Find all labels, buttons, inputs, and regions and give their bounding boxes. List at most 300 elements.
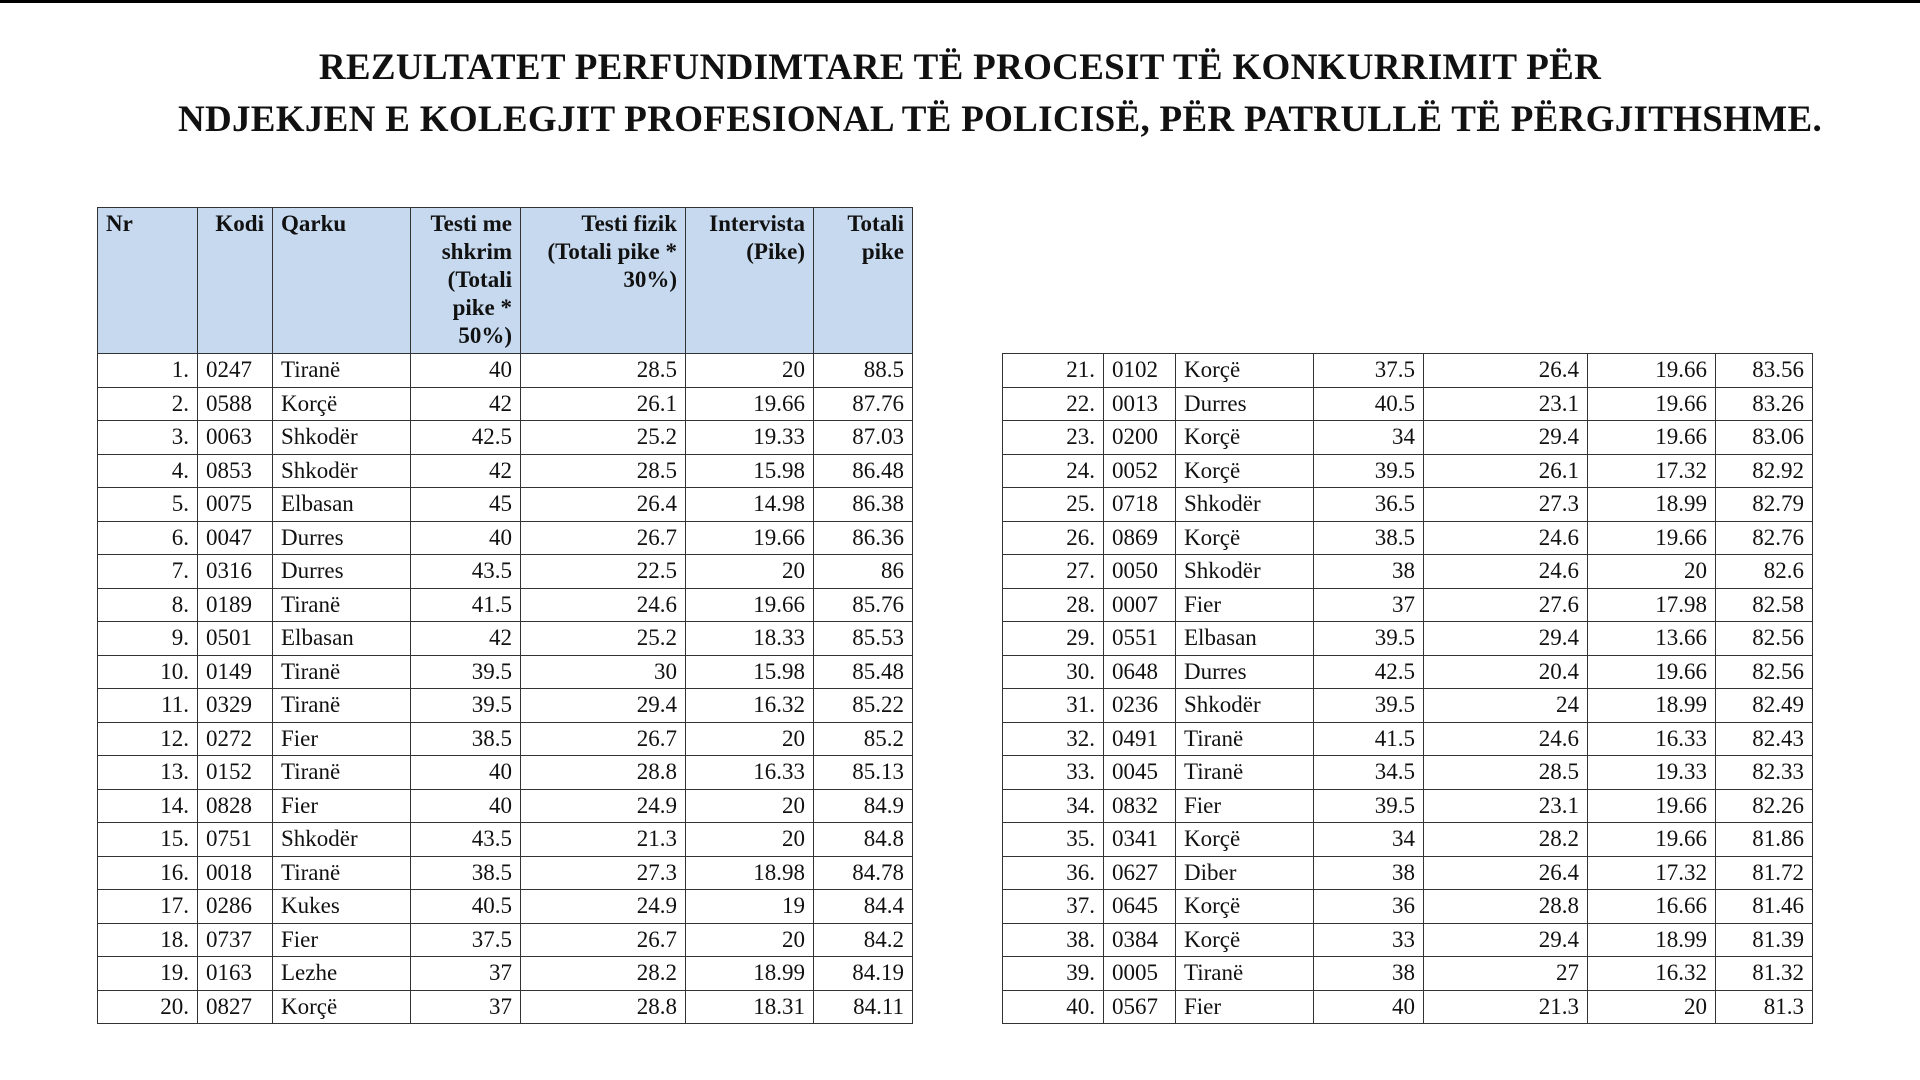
cell-intervista: 20	[1588, 555, 1716, 589]
cell-nr: 29.	[1003, 622, 1104, 656]
cell-totali: 83.06	[1716, 421, 1813, 455]
cell-totali: 83.56	[1716, 354, 1813, 388]
title-line-1: REZULTATET PERFUNDIMTARE TË PROCESIT TË KONKURRIMIT PËR	[318, 47, 1602, 88]
cell-kodi: 0329	[198, 689, 273, 723]
table-row	[98, 521, 913, 555]
cell-nr: 7.	[98, 555, 198, 589]
cell-qarku: Shkodër	[1176, 555, 1314, 589]
cell-qarku: Elbasan	[1176, 622, 1314, 656]
table-row	[1003, 789, 1813, 823]
header-kodi: Kodi	[198, 208, 273, 354]
cell-testi-shkrim: 33	[1314, 923, 1424, 957]
cell-testi-shkrim: 37	[1314, 588, 1424, 622]
cell-qarku: Shkodër	[273, 454, 411, 488]
cell-nr: 37.	[1003, 890, 1104, 924]
cell-qarku: Korçë	[1176, 923, 1314, 957]
cell-testi-fizik: 26.7	[521, 722, 686, 756]
cell-totali: 82.49	[1716, 689, 1813, 723]
cell-testi-shkrim: 38.5	[1314, 521, 1424, 555]
cell-totali: 84.78	[814, 856, 913, 890]
cell-nr: 3.	[98, 421, 198, 455]
cell-qarku: Lezhe	[273, 957, 411, 991]
cell-intervista: 16.66	[1588, 890, 1716, 924]
table-row	[1003, 521, 1813, 555]
cell-kodi: 0551	[1104, 622, 1176, 656]
cell-qarku: Korçë	[1176, 823, 1314, 857]
cell-qarku: Korçë	[273, 387, 411, 421]
cell-qarku: Fier	[273, 923, 411, 957]
cell-totali: 84.19	[814, 957, 913, 991]
cell-intervista: 16.33	[1588, 722, 1716, 756]
cell-nr: 1.	[98, 354, 198, 388]
cell-testi-fizik: 29.4	[1424, 923, 1588, 957]
cell-nr: 11.	[98, 689, 198, 723]
cell-qarku: Korçë	[273, 990, 411, 1024]
table-row	[98, 856, 913, 890]
cell-totali: 88.5	[814, 354, 913, 388]
cell-testi-fizik: 23.1	[1424, 789, 1588, 823]
table-row	[98, 789, 913, 823]
cell-totali: 81.32	[1716, 957, 1813, 991]
header-totali: Totali pike	[814, 208, 913, 354]
cell-testi-shkrim: 38.5	[411, 856, 521, 890]
cell-qarku: Fier	[1176, 990, 1314, 1024]
cell-qarku: Fier	[273, 722, 411, 756]
cell-kodi: 0149	[198, 655, 273, 689]
cell-nr: 21.	[1003, 354, 1104, 388]
cell-qarku: Kukes	[273, 890, 411, 924]
results-table-right	[1002, 353, 1813, 1024]
cell-testi-shkrim: 39.5	[1314, 789, 1424, 823]
cell-testi-fizik: 22.5	[521, 555, 686, 589]
table-row	[1003, 722, 1813, 756]
cell-testi-shkrim: 38	[1314, 856, 1424, 890]
cell-nr: 18.	[98, 923, 198, 957]
cell-nr: 35.	[1003, 823, 1104, 857]
cell-kodi: 0018	[198, 856, 273, 890]
cell-totali: 84.8	[814, 823, 913, 857]
table-body-left	[98, 354, 913, 1024]
cell-nr: 9.	[98, 622, 198, 656]
cell-testi-shkrim: 41.5	[411, 588, 521, 622]
cell-kodi: 0163	[198, 957, 273, 991]
cell-totali: 82.33	[1716, 756, 1813, 790]
cell-testi-shkrim: 40.5	[411, 890, 521, 924]
cell-totali: 82.79	[1716, 488, 1813, 522]
cell-intervista: 20	[686, 354, 814, 388]
cell-nr: 5.	[98, 488, 198, 522]
cell-kodi: 0272	[198, 722, 273, 756]
cell-testi-shkrim: 40	[411, 354, 521, 388]
cell-kodi: 0005	[1104, 957, 1176, 991]
cell-totali: 87.76	[814, 387, 913, 421]
cell-nr: 14.	[98, 789, 198, 823]
cell-totali: 85.76	[814, 588, 913, 622]
table-row	[1003, 387, 1813, 421]
cell-nr: 25.	[1003, 488, 1104, 522]
cell-nr: 16.	[98, 856, 198, 890]
cell-testi-shkrim: 40	[411, 789, 521, 823]
cell-testi-shkrim: 39.5	[411, 655, 521, 689]
cell-kodi: 0200	[1104, 421, 1176, 455]
cell-nr: 12.	[98, 722, 198, 756]
cell-testi-fizik: 23.1	[1424, 387, 1588, 421]
cell-testi-fizik: 26.4	[521, 488, 686, 522]
cell-testi-fizik: 25.2	[521, 622, 686, 656]
cell-testi-shkrim: 38	[1314, 555, 1424, 589]
table-row	[98, 454, 913, 488]
cell-intervista: 15.98	[686, 655, 814, 689]
cell-intervista: 17.98	[1588, 588, 1716, 622]
cell-testi-shkrim: 40	[1314, 990, 1424, 1024]
cell-totali: 82.58	[1716, 588, 1813, 622]
cell-nr: 27.	[1003, 555, 1104, 589]
table-row	[98, 756, 913, 790]
cell-testi-fizik: 26.7	[521, 521, 686, 555]
table-row	[1003, 990, 1813, 1024]
cell-kodi: 0567	[1104, 990, 1176, 1024]
table-row	[98, 890, 913, 924]
cell-testi-shkrim: 34.5	[1314, 756, 1424, 790]
cell-testi-shkrim: 42	[411, 454, 521, 488]
cell-totali: 85.53	[814, 622, 913, 656]
cell-intervista: 19.66	[1588, 789, 1716, 823]
cell-intervista: 18.99	[1588, 923, 1716, 957]
cell-kodi: 0832	[1104, 789, 1176, 823]
cell-intervista: 18.99	[1588, 689, 1716, 723]
cell-kodi: 0102	[1104, 354, 1176, 388]
cell-kodi: 0718	[1104, 488, 1176, 522]
cell-testi-shkrim: 42	[411, 387, 521, 421]
cell-intervista: 19.66	[1588, 655, 1716, 689]
cell-testi-fizik: 24	[1424, 689, 1588, 723]
cell-nr: 33.	[1003, 756, 1104, 790]
cell-totali: 85.2	[814, 722, 913, 756]
cell-totali: 82.56	[1716, 622, 1813, 656]
cell-nr: 10.	[98, 655, 198, 689]
header-testi-shkrim: Testi me shkrim (Totali pike * 50%)	[411, 208, 521, 354]
cell-totali: 85.22	[814, 689, 913, 723]
cell-testi-shkrim: 34	[1314, 421, 1424, 455]
cell-testi-shkrim: 39.5	[1314, 454, 1424, 488]
cell-qarku: Shkodër	[273, 823, 411, 857]
cell-nr: 6.	[98, 521, 198, 555]
table-row	[1003, 622, 1813, 656]
cell-kodi: 0645	[1104, 890, 1176, 924]
cell-kodi: 0827	[198, 990, 273, 1024]
cell-totali: 82.26	[1716, 789, 1813, 823]
cell-intervista: 19.66	[686, 588, 814, 622]
table-row	[98, 689, 913, 723]
cell-testi-fizik: 24.6	[1424, 521, 1588, 555]
cell-intervista: 19.66	[1588, 823, 1716, 857]
table-row	[98, 957, 913, 991]
cell-totali: 84.2	[814, 923, 913, 957]
cell-intervista: 19	[686, 890, 814, 924]
cell-testi-fizik: 26.1	[1424, 454, 1588, 488]
cell-testi-fizik: 27.6	[1424, 588, 1588, 622]
cell-totali: 86.36	[814, 521, 913, 555]
cell-qarku: Shkodër	[1176, 488, 1314, 522]
cell-kodi: 0627	[1104, 856, 1176, 890]
cell-kodi: 0384	[1104, 923, 1176, 957]
table-row	[98, 923, 913, 957]
cell-qarku: Shkodër	[1176, 689, 1314, 723]
cell-testi-fizik: 29.4	[1424, 421, 1588, 455]
cell-testi-fizik: 24.6	[521, 588, 686, 622]
cell-kodi: 0052	[1104, 454, 1176, 488]
cell-testi-fizik: 26.1	[521, 387, 686, 421]
cell-qarku: Tiranë	[273, 354, 411, 388]
cell-totali: 87.03	[814, 421, 913, 455]
cell-totali: 81.46	[1716, 890, 1813, 924]
table-row	[98, 823, 913, 857]
cell-testi-fizik: 28.5	[1424, 756, 1588, 790]
cell-qarku: Elbasan	[273, 488, 411, 522]
cell-totali: 81.3	[1716, 990, 1813, 1024]
cell-qarku: Tiranë	[273, 655, 411, 689]
cell-intervista: 19.33	[1588, 756, 1716, 790]
cell-nr: 4.	[98, 454, 198, 488]
cell-testi-shkrim: 39.5	[1314, 622, 1424, 656]
cell-intervista: 19.66	[686, 521, 814, 555]
cell-testi-shkrim: 40.5	[1314, 387, 1424, 421]
table-row	[1003, 488, 1813, 522]
cell-nr: 22.	[1003, 387, 1104, 421]
cell-intervista: 19.66	[1588, 421, 1716, 455]
cell-nr: 26.	[1003, 521, 1104, 555]
header-nr: Nr	[98, 208, 198, 354]
cell-qarku: Tiranë	[1176, 722, 1314, 756]
cell-testi-shkrim: 43.5	[411, 823, 521, 857]
cell-kodi: 0751	[198, 823, 273, 857]
table-row	[98, 722, 913, 756]
cell-nr: 39.	[1003, 957, 1104, 991]
cell-intervista: 17.32	[1588, 454, 1716, 488]
cell-testi-shkrim: 37.5	[411, 923, 521, 957]
table-row	[1003, 588, 1813, 622]
cell-qarku: Fier	[1176, 789, 1314, 823]
cell-nr: 40.	[1003, 990, 1104, 1024]
cell-nr: 28.	[1003, 588, 1104, 622]
cell-testi-shkrim: 38.5	[411, 722, 521, 756]
cell-testi-shkrim: 42.5	[411, 421, 521, 455]
cell-totali: 82.43	[1716, 722, 1813, 756]
header-intervista: Intervista (Pike)	[686, 208, 814, 354]
cell-testi-shkrim: 42.5	[1314, 655, 1424, 689]
table-row	[98, 354, 913, 388]
cell-testi-fizik: 28.5	[521, 454, 686, 488]
table-row	[1003, 957, 1813, 991]
cell-testi-fizik: 26.7	[521, 923, 686, 957]
cell-intervista: 18.31	[686, 990, 814, 1024]
cell-qarku: Durres	[1176, 655, 1314, 689]
cell-totali: 82.92	[1716, 454, 1813, 488]
cell-totali: 86.38	[814, 488, 913, 522]
cell-totali: 85.48	[814, 655, 913, 689]
cell-kodi: 0063	[198, 421, 273, 455]
cell-qarku: Shkodër	[273, 421, 411, 455]
table-row	[98, 655, 913, 689]
cell-totali: 82.6	[1716, 555, 1813, 589]
cell-testi-fizik: 26.4	[1424, 856, 1588, 890]
cell-nr: 38.	[1003, 923, 1104, 957]
cell-testi-fizik: 28.8	[521, 756, 686, 790]
cell-kodi: 0828	[198, 789, 273, 823]
cell-intervista: 18.33	[686, 622, 814, 656]
table-header-row	[98, 208, 913, 354]
cell-kodi: 0050	[1104, 555, 1176, 589]
cell-totali: 84.9	[814, 789, 913, 823]
cell-qarku: Tiranë	[273, 856, 411, 890]
cell-kodi: 0189	[198, 588, 273, 622]
title-line-2: NDJEKJEN E KOLEGJIT PROFESIONAL TË POLICISË, PËR PATRULLË TË PËRGJITHSHME.	[177, 99, 1823, 140]
cell-nr: 20.	[98, 990, 198, 1024]
cell-totali: 82.56	[1716, 655, 1813, 689]
cell-testi-fizik: 28.2	[1424, 823, 1588, 857]
cell-intervista: 14.98	[686, 488, 814, 522]
cell-testi-fizik: 24.6	[1424, 555, 1588, 589]
cell-testi-fizik: 30	[521, 655, 686, 689]
cell-testi-fizik: 27	[1424, 957, 1588, 991]
table-row	[98, 622, 913, 656]
cell-totali: 83.26	[1716, 387, 1813, 421]
cell-nr: 23.	[1003, 421, 1104, 455]
table-row	[1003, 823, 1813, 857]
cell-nr: 30.	[1003, 655, 1104, 689]
table-row	[1003, 555, 1813, 589]
results-table-left	[97, 207, 913, 1024]
cell-qarku: Tiranë	[273, 689, 411, 723]
cell-kodi: 0152	[198, 756, 273, 790]
cell-qarku: Korçë	[1176, 521, 1314, 555]
cell-qarku: Fier	[1176, 588, 1314, 622]
cell-testi-fizik: 24.9	[521, 890, 686, 924]
cell-testi-shkrim: 39.5	[411, 689, 521, 723]
cell-nr: 31.	[1003, 689, 1104, 723]
table-row	[98, 990, 913, 1024]
cell-qarku: Elbasan	[273, 622, 411, 656]
cell-intervista: 19.66	[686, 387, 814, 421]
cell-kodi: 0853	[198, 454, 273, 488]
cell-testi-shkrim: 38	[1314, 957, 1424, 991]
cell-qarku: Tiranë	[1176, 756, 1314, 790]
cell-nr: 8.	[98, 588, 198, 622]
cell-qarku: Fier	[273, 789, 411, 823]
cell-kodi: 0869	[1104, 521, 1176, 555]
cell-qarku: Tiranë	[1176, 957, 1314, 991]
cell-nr: 34.	[1003, 789, 1104, 823]
table-row	[1003, 856, 1813, 890]
cell-testi-fizik: 24.6	[1424, 722, 1588, 756]
cell-testi-fizik: 28.2	[521, 957, 686, 991]
table-body-right	[1003, 354, 1813, 1024]
cell-intervista: 20	[686, 789, 814, 823]
cell-kodi: 0648	[1104, 655, 1176, 689]
table-row	[1003, 354, 1813, 388]
table-row	[98, 588, 913, 622]
cell-nr: 19.	[98, 957, 198, 991]
cell-intervista: 20	[686, 923, 814, 957]
cell-testi-fizik: 20.4	[1424, 655, 1588, 689]
cell-testi-shkrim: 40	[411, 521, 521, 555]
cell-qarku: Korçë	[1176, 354, 1314, 388]
cell-intervista: 20	[686, 722, 814, 756]
cell-nr: 36.	[1003, 856, 1104, 890]
cell-testi-shkrim: 37	[411, 957, 521, 991]
table-row	[1003, 923, 1813, 957]
cell-totali: 81.39	[1716, 923, 1813, 957]
cell-nr: 24.	[1003, 454, 1104, 488]
cell-testi-fizik: 27.3	[1424, 488, 1588, 522]
cell-totali: 82.76	[1716, 521, 1813, 555]
cell-testi-fizik: 28.8	[1424, 890, 1588, 924]
cell-totali: 81.86	[1716, 823, 1813, 857]
cell-intervista: 18.99	[686, 957, 814, 991]
cell-testi-shkrim: 41.5	[1314, 722, 1424, 756]
cell-qarku: Durres	[273, 555, 411, 589]
cell-testi-shkrim: 37	[411, 990, 521, 1024]
cell-intervista: 20	[686, 823, 814, 857]
cell-qarku: Tiranë	[273, 756, 411, 790]
cell-intervista: 19.66	[1588, 521, 1716, 555]
cell-totali: 85.13	[814, 756, 913, 790]
cell-nr: 17.	[98, 890, 198, 924]
cell-testi-fizik: 27.3	[521, 856, 686, 890]
table-row	[1003, 655, 1813, 689]
cell-kodi: 0737	[198, 923, 273, 957]
cell-kodi: 0286	[198, 890, 273, 924]
cell-qarku: Korçë	[1176, 454, 1314, 488]
cell-nr: 2.	[98, 387, 198, 421]
cell-intervista: 16.33	[686, 756, 814, 790]
table-row	[98, 387, 913, 421]
cell-kodi: 0013	[1104, 387, 1176, 421]
cell-intervista: 18.99	[1588, 488, 1716, 522]
cell-intervista: 19.66	[1588, 354, 1716, 388]
cell-testi-fizik: 21.3	[521, 823, 686, 857]
cell-nr: 32.	[1003, 722, 1104, 756]
cell-testi-fizik: 29.4	[1424, 622, 1588, 656]
cell-testi-fizik: 21.3	[1424, 990, 1588, 1024]
cell-kodi: 0075	[198, 488, 273, 522]
cell-testi-fizik: 25.2	[521, 421, 686, 455]
cell-qarku: Durres	[273, 521, 411, 555]
cell-intervista: 20	[686, 555, 814, 589]
table-row	[1003, 756, 1813, 790]
cell-testi-fizik: 28.5	[521, 354, 686, 388]
cell-totali: 84.11	[814, 990, 913, 1024]
cell-kodi: 0501	[198, 622, 273, 656]
header-testi-fizik: Testi fizik (Totali pike * 30%)	[521, 208, 686, 354]
cell-kodi: 0491	[1104, 722, 1176, 756]
cell-testi-shkrim: 36.5	[1314, 488, 1424, 522]
cell-nr: 15.	[98, 823, 198, 857]
cell-intervista: 18.98	[686, 856, 814, 890]
cell-totali: 81.72	[1716, 856, 1813, 890]
cell-kodi: 0247	[198, 354, 273, 388]
cell-qarku: Durres	[1176, 387, 1314, 421]
cell-testi-shkrim: 36	[1314, 890, 1424, 924]
cell-kodi: 0047	[198, 521, 273, 555]
cell-qarku: Tiranë	[273, 588, 411, 622]
document-title	[0, 42, 1920, 146]
cell-testi-shkrim: 42	[411, 622, 521, 656]
cell-intervista: 19.66	[1588, 387, 1716, 421]
cell-testi-shkrim: 40	[411, 756, 521, 790]
cell-testi-fizik: 29.4	[521, 689, 686, 723]
cell-intervista: 20	[1588, 990, 1716, 1024]
